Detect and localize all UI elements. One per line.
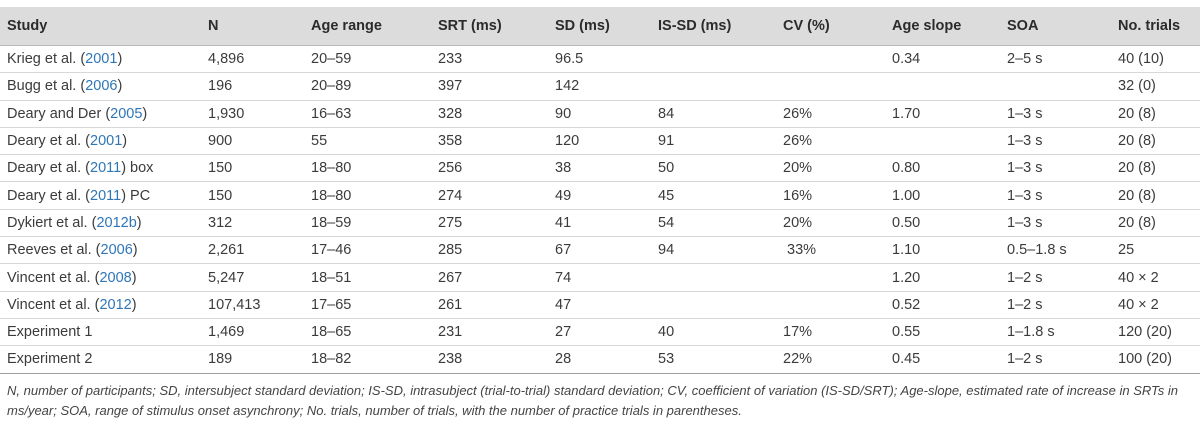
table-row <box>0 73 1200 100</box>
study-name: Reeves et al. ( <box>7 242 101 259</box>
header-cv: CV (%) <box>776 7 885 46</box>
cell-age-slope <box>885 73 1000 100</box>
cell-n: 189 <box>201 346 304 373</box>
cell-age-slope: 0.80 <box>885 155 1000 182</box>
table-row <box>0 318 1200 345</box>
cell-soa: 1–2 s <box>1000 291 1111 318</box>
cell-age-slope: 0.55 <box>885 318 1000 345</box>
cell-trials: 32 (0) <box>1111 73 1200 100</box>
table-row <box>0 264 1200 291</box>
cell-cv <box>776 73 885 100</box>
cell-cv <box>776 291 885 318</box>
cell-srt: 267 <box>431 264 548 291</box>
study-suffix: ) box <box>121 160 154 177</box>
citation-year-link[interactable]: 2006 <box>100 242 133 259</box>
citation-year-link[interactable]: 2001 <box>90 133 123 150</box>
cell-is-sd: 45 <box>651 182 776 209</box>
cell-srt: 328 <box>431 100 548 127</box>
cell-age-slope: 0.50 <box>885 209 1000 236</box>
cell-cv: 17% <box>776 318 885 345</box>
header-srt: SRT (ms) <box>431 7 548 46</box>
table-row <box>0 346 1200 373</box>
header-soa: SOA <box>1000 7 1111 46</box>
cell-is-sd: 40 <box>651 318 776 345</box>
header-row <box>0 7 1200 46</box>
cell-cv: 20% <box>776 209 885 236</box>
table-footnote: N, number of participants; SD, intersubject standard deviation; IS-SD, intrasubject (trial-to-trial) standard deviation; CV, coefficient of variation (IS-SD/SRT); Age-slope, estimated rate of increase in SRTs in ms/year; SOA, range of stimulus onset asynchrony; No. trials, number of trials, with the number of practice trials in parentheses. <box>7 383 1179 418</box>
cell-study <box>0 155 201 182</box>
cell-sd: 47 <box>548 291 651 318</box>
study-suffix: ) <box>122 133 128 150</box>
header-n: N <box>201 7 304 46</box>
cell-age-slope: 0.52 <box>885 291 1000 318</box>
cell-sd: 38 <box>548 155 651 182</box>
cell-age-range: 55 <box>304 127 431 154</box>
cell-trials: 20 (8) <box>1111 209 1200 236</box>
study-name: Experiment 1 <box>7 324 93 341</box>
cell-soa: 0.5–1.8 s <box>1000 237 1111 264</box>
cell-study <box>0 127 201 154</box>
header-sd: SD (ms) <box>548 7 651 46</box>
study-suffix: ) <box>136 214 142 231</box>
cell-trials: 100 (20) <box>1111 346 1200 373</box>
cell-age-range: 18–65 <box>304 318 431 345</box>
cell-n: 312 <box>201 209 304 236</box>
cell-age-range: 17–46 <box>304 237 431 264</box>
cell-study <box>0 73 201 100</box>
study-suffix: ) <box>132 242 138 259</box>
study-suffix: ) <box>117 78 123 95</box>
cell-srt: 358 <box>431 127 548 154</box>
cell-cv: 33% <box>776 237 885 264</box>
cell-trials: 40 × 2 <box>1111 264 1200 291</box>
study-suffix: ) PC <box>121 187 151 204</box>
cell-srt: 285 <box>431 237 548 264</box>
cell-trials: 20 (8) <box>1111 127 1200 154</box>
study-name: Vincent et al. ( <box>7 296 100 313</box>
cell-age-range: 16–63 <box>304 100 431 127</box>
table-row <box>0 127 1200 154</box>
cell-soa: 1–3 s <box>1000 209 1111 236</box>
cell-study <box>0 318 201 345</box>
cell-trials: 20 (8) <box>1111 182 1200 209</box>
study-name: Experiment 2 <box>7 351 93 368</box>
cell-sd: 142 <box>548 73 651 100</box>
study-suffix: ) <box>131 296 137 313</box>
study-name: Deary et al. ( <box>7 187 90 204</box>
cell-is-sd: 50 <box>651 155 776 182</box>
cell-cv: 20% <box>776 155 885 182</box>
cell-soa: 1–1.8 s <box>1000 318 1111 345</box>
cell-is-sd <box>651 73 776 100</box>
header-age-slope: Age slope <box>885 7 1000 46</box>
cell-trials: 40 × 2 <box>1111 291 1200 318</box>
cell-cv: 26% <box>776 100 885 127</box>
study-name: Deary and Der ( <box>7 105 111 122</box>
cell-srt: 233 <box>431 46 548 73</box>
cell-srt: 261 <box>431 291 548 318</box>
study-name: Deary et al. ( <box>7 133 90 150</box>
cell-cv: 22% <box>776 346 885 373</box>
cell-srt: 275 <box>431 209 548 236</box>
cell-age-slope: 1.10 <box>885 237 1000 264</box>
cell-n: 2,261 <box>201 237 304 264</box>
cell-is-sd: 91 <box>651 127 776 154</box>
study-name: Bugg et al. ( <box>7 78 86 95</box>
cell-sd: 96.5 <box>548 46 651 73</box>
study-name: Vincent et al. ( <box>7 269 100 286</box>
cell-sd: 41 <box>548 209 651 236</box>
cell-trials: 120 (20) <box>1111 318 1200 345</box>
cell-age-range: 18–80 <box>304 182 431 209</box>
cell-sd: 49 <box>548 182 651 209</box>
cell-soa: 1–3 s <box>1000 127 1111 154</box>
cell-study <box>0 291 201 318</box>
cell-is-sd: 53 <box>651 346 776 373</box>
table-row <box>0 237 1200 264</box>
table-row <box>0 209 1200 236</box>
study-name: Dykiert et al. ( <box>7 214 97 231</box>
cell-n: 1,930 <box>201 100 304 127</box>
cell-sd: 74 <box>548 264 651 291</box>
table-row <box>0 291 1200 318</box>
cell-soa: 1–2 s <box>1000 264 1111 291</box>
cell-age-slope: 1.70 <box>885 100 1000 127</box>
cell-n: 196 <box>201 73 304 100</box>
citation-year-link[interactable]: 2008 <box>99 269 132 286</box>
cell-age-range: 20–89 <box>304 73 431 100</box>
cell-sd: 28 <box>548 346 651 373</box>
cell-cv <box>776 46 885 73</box>
citation-year-link[interactable]: 2001 <box>85 51 118 68</box>
cell-n: 900 <box>201 127 304 154</box>
cell-is-sd <box>651 291 776 318</box>
cell-n: 107,413 <box>201 291 304 318</box>
cell-srt: 397 <box>431 73 548 100</box>
cell-sd: 27 <box>548 318 651 345</box>
cell-study <box>0 182 201 209</box>
cell-age-range: 18–82 <box>304 346 431 373</box>
cell-soa: 1–3 s <box>1000 182 1111 209</box>
header-trials: No. trials <box>1111 7 1200 46</box>
cell-age-range: 17–65 <box>304 291 431 318</box>
cell-soa: 2–5 s <box>1000 46 1111 73</box>
cell-sd: 120 <box>548 127 651 154</box>
cell-trials: 20 (8) <box>1111 155 1200 182</box>
cell-age-slope: 0.45 <box>885 346 1000 373</box>
study-name: Krieg et al. ( <box>7 51 86 68</box>
table-row <box>0 155 1200 182</box>
cell-age-range: 18–51 <box>304 264 431 291</box>
study-suffix: ) <box>142 105 148 122</box>
cell-cv: 26% <box>776 127 885 154</box>
table-row <box>0 182 1200 209</box>
cell-cv <box>776 264 885 291</box>
cell-age-slope: 0.34 <box>885 46 1000 73</box>
cell-is-sd <box>651 264 776 291</box>
table-body <box>0 46 1200 374</box>
cell-srt: 256 <box>431 155 548 182</box>
cell-soa: 1–3 s <box>1000 100 1111 127</box>
cell-study <box>0 264 201 291</box>
cell-soa: 1–3 s <box>1000 155 1111 182</box>
cell-age-slope: 1.20 <box>885 264 1000 291</box>
study-suffix: ) <box>131 269 137 286</box>
cell-trials: 20 (8) <box>1111 100 1200 127</box>
cell-is-sd: 54 <box>651 209 776 236</box>
cell-n: 4,896 <box>201 46 304 73</box>
header-is-sd: IS-SD (ms) <box>651 7 776 46</box>
table-row <box>0 100 1200 127</box>
cell-study <box>0 209 201 236</box>
cell-srt: 238 <box>431 346 548 373</box>
cell-trials: 25 <box>1111 237 1200 264</box>
data-table <box>0 7 1200 374</box>
cell-srt: 274 <box>431 182 548 209</box>
cell-is-sd: 94 <box>651 237 776 264</box>
cell-n: 5,247 <box>201 264 304 291</box>
cell-soa <box>1000 73 1111 100</box>
cell-sd: 90 <box>548 100 651 127</box>
citation-year-link[interactable]: 2005 <box>110 105 143 122</box>
cell-age-range: 20–59 <box>304 46 431 73</box>
citation-year-link[interactable]: 2012b <box>96 214 137 231</box>
header-age-range: Age range <box>304 7 431 46</box>
cell-age-slope <box>885 127 1000 154</box>
study-name: Deary et al. ( <box>7 160 90 177</box>
cell-n: 150 <box>201 155 304 182</box>
cell-age-slope: 1.00 <box>885 182 1000 209</box>
study-suffix: ) <box>117 51 123 68</box>
cell-study <box>0 237 201 264</box>
cell-study <box>0 346 201 373</box>
citation-year-link[interactable]: 2011 <box>90 160 122 177</box>
cell-study <box>0 46 201 73</box>
cell-srt: 231 <box>431 318 548 345</box>
cell-age-range: 18–59 <box>304 209 431 236</box>
cell-n: 150 <box>201 182 304 209</box>
citation-year-link[interactable]: 2011 <box>90 187 122 204</box>
cell-n: 1,469 <box>201 318 304 345</box>
cell-sd: 67 <box>548 237 651 264</box>
cell-soa: 1–2 s <box>1000 346 1111 373</box>
header-study: Study <box>0 7 201 46</box>
table-row <box>0 46 1200 73</box>
citation-year-link[interactable]: 2006 <box>85 78 118 95</box>
cell-is-sd <box>651 46 776 73</box>
cell-age-range: 18–80 <box>304 155 431 182</box>
cell-cv: 16% <box>776 182 885 209</box>
citation-year-link[interactable]: 2012 <box>99 296 132 313</box>
cell-trials: 40 (10) <box>1111 46 1200 73</box>
cell-is-sd: 84 <box>651 100 776 127</box>
cell-study <box>0 100 201 127</box>
